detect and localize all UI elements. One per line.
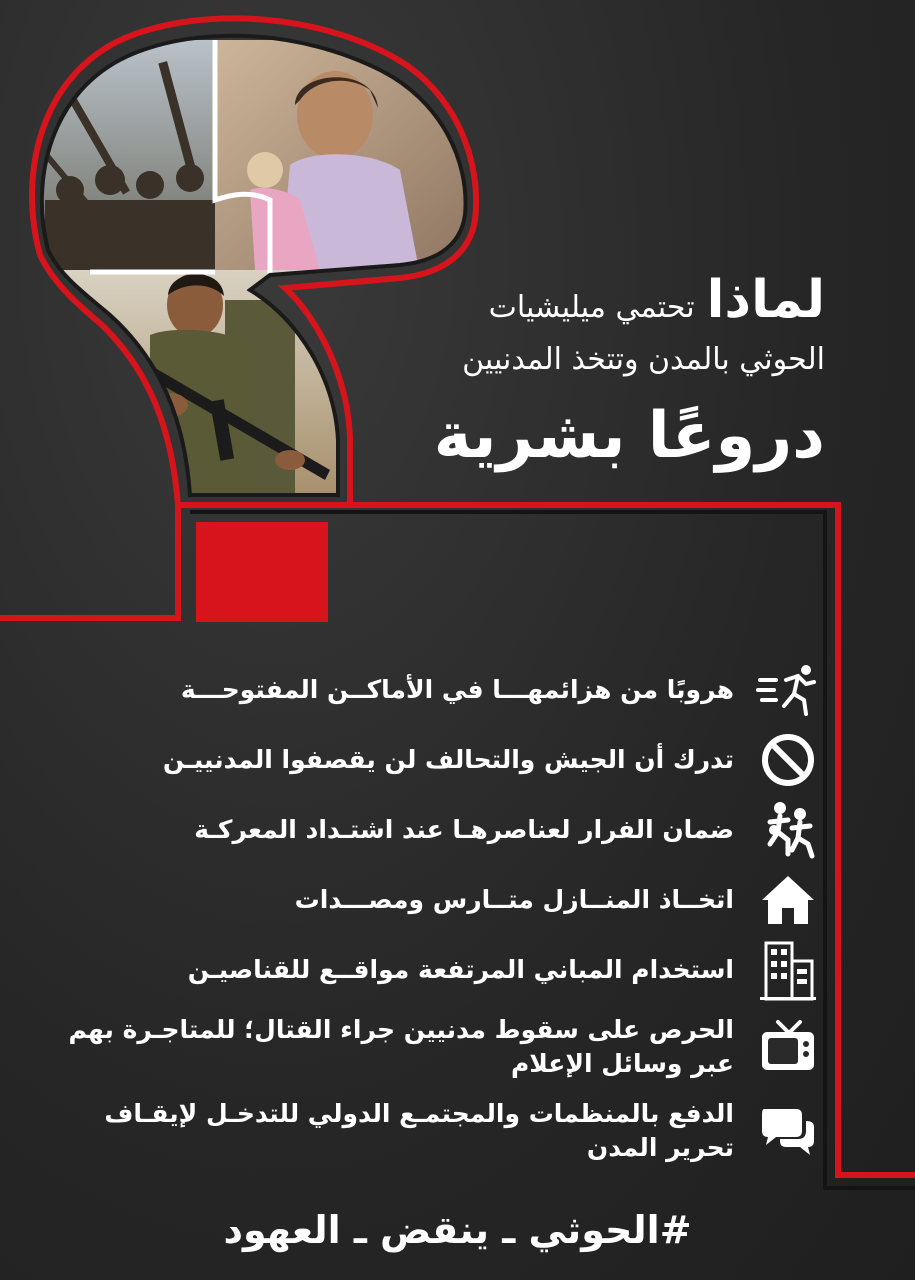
headline-line-3: دروعًا بشرية [433, 399, 825, 473]
building-icon [756, 938, 820, 1002]
reason-text: استخدام المباني المرتفعة مواقــع للقناصيـن [187, 955, 734, 984]
reason-item [40, 1089, 820, 1173]
reason-item [40, 865, 820, 935]
reason-item [40, 1005, 820, 1089]
reason-item [40, 655, 820, 725]
reason-item [40, 795, 820, 865]
fleeing-people-icon [756, 798, 820, 862]
reason-text: اتخــاذ المنــازل متــارس ومصـــدات [294, 885, 734, 914]
reason-text: الحرص على سقوط مدنيين جراء القتال؛ للمتاجـرة بهم عبر وسائل الإعلام [68, 1015, 734, 1078]
hashtag: #الحوثي ـ ينقض ـ العهود [223, 1208, 692, 1252]
house-icon [756, 868, 820, 932]
headline [300, 272, 825, 478]
headline-line-1-rest: تحتمي ميليشيات [488, 290, 695, 325]
reason-text: الدفع بالمنظمات والمجتمـع الدولي للتدخـل لإيقـاف تحرير المدن [104, 1099, 734, 1162]
headline-line-2: الحوثي بالمدن وتتخذ المدنيين [462, 342, 825, 377]
reason-text: تدرك أن الجيش والتحالف لن يقصفوا المدنييـن [162, 745, 734, 774]
reason-item [40, 935, 820, 1005]
question-mark-dot [196, 522, 328, 622]
red-frame-line-left [0, 505, 178, 618]
prohibited-icon [756, 728, 820, 792]
headline-line-1 [300, 272, 825, 340]
running-person-icon [756, 658, 820, 722]
reason-text: ضمان الفرار لعناصرهـا عند اشتـداد المعركـة [194, 815, 734, 844]
speech-bubbles-icon [756, 1099, 820, 1163]
television-icon [756, 1015, 820, 1079]
reason-item [40, 725, 820, 795]
reason-text: هروبًا من هزائمهـــا في الأماكــن المفتوحـــة [180, 675, 734, 704]
headline-why: لماذا [706, 270, 825, 330]
reasons-list [40, 655, 820, 1173]
